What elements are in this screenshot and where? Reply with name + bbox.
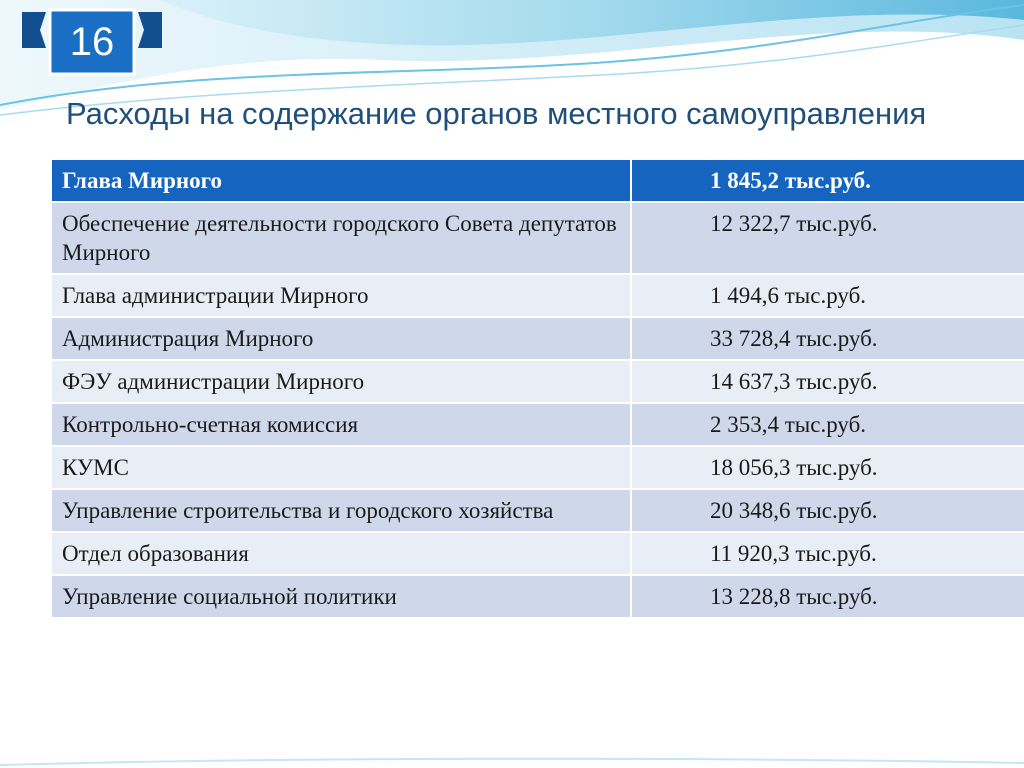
row-amount: 18 056,3 тыс.руб. xyxy=(631,446,1024,489)
table-row xyxy=(52,160,1024,202)
row-amount: 20 348,6 тыс.руб. xyxy=(631,489,1024,532)
row-amount: 14 637,3 тыс.руб. xyxy=(631,360,1024,403)
row-amount: 33 728,4 тыс.руб. xyxy=(631,317,1024,360)
table-row xyxy=(52,202,1024,274)
table-row xyxy=(52,532,1024,575)
row-name: Глава Мирного xyxy=(52,160,631,202)
row-amount: 1 845,2 тыс.руб. xyxy=(631,160,1024,202)
row-amount: 11 920,3 тыс.руб. xyxy=(631,532,1024,575)
table-row xyxy=(52,446,1024,489)
slide-title: Расходы на содержание органов местного самоуправления xyxy=(66,96,927,131)
row-amount: 13 228,8 тыс.руб. xyxy=(631,575,1024,618)
row-amount: 12 322,7 тыс.руб. xyxy=(631,202,1024,274)
row-name: ФЭУ администрации Мирного xyxy=(52,360,631,403)
row-name: Управление социальной политики xyxy=(52,575,631,618)
row-name: Контрольно-счетная комиссия xyxy=(52,403,631,446)
row-amount: 1 494,6 тыс.руб. xyxy=(631,274,1024,317)
slide-number: 16 xyxy=(69,20,115,64)
decorative-bottom-wave xyxy=(0,755,1024,768)
row-name: Глава администрации Мирного xyxy=(52,274,631,317)
table-row xyxy=(52,274,1024,317)
row-name: Управление строительства и городского хозяйства xyxy=(52,489,631,532)
expenses-table xyxy=(52,160,1024,619)
row-name: Администрация Мирного xyxy=(52,317,631,360)
table-row xyxy=(52,403,1024,446)
row-name: Обеспечение деятельности городского Совета депутатов Мирного xyxy=(52,202,631,274)
table-row xyxy=(52,575,1024,618)
row-name: КУМС xyxy=(52,446,631,489)
table-row xyxy=(52,489,1024,532)
row-amount: 2 353,4 тыс.руб. xyxy=(631,403,1024,446)
row-name: Отдел образования xyxy=(52,532,631,575)
table-row xyxy=(52,317,1024,360)
table-row xyxy=(52,360,1024,403)
